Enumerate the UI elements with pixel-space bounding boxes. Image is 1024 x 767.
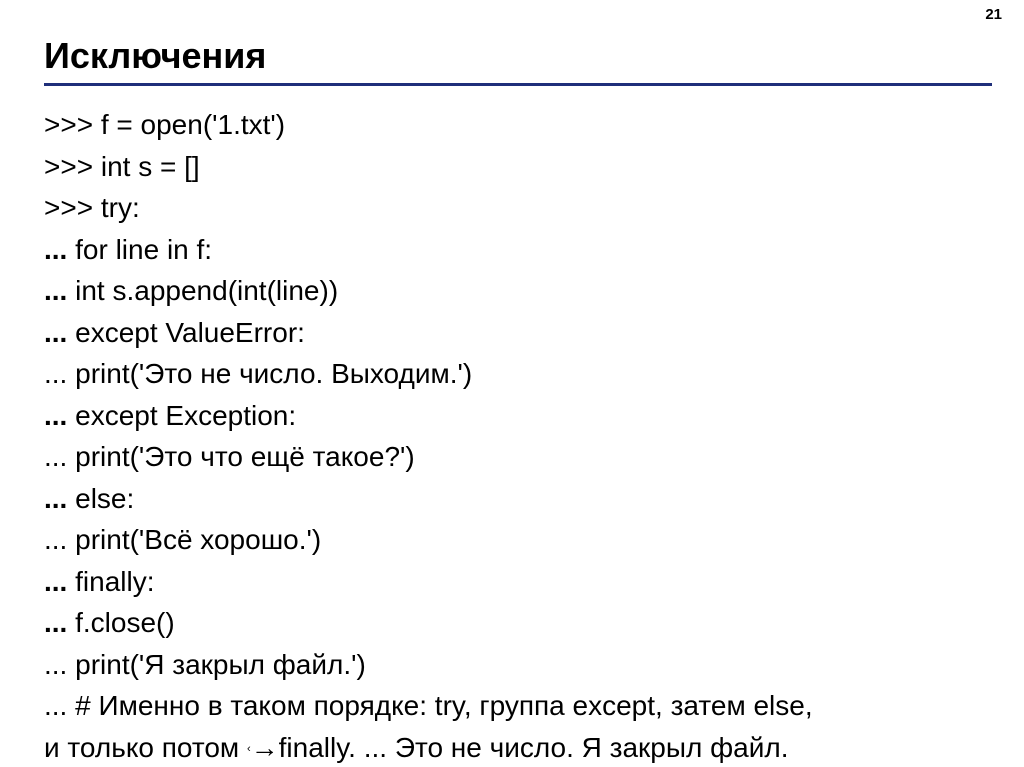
code-prompt: ... [44, 524, 68, 555]
code-text: print('Это не число. Выходим.') [67, 358, 473, 389]
code-prompt: ... [44, 358, 68, 389]
code-line [44, 146, 1004, 188]
code-text: print('Всё хорошо.') [67, 524, 322, 555]
code-line [44, 685, 1004, 727]
code-text: и только потом [44, 731, 247, 763]
code-text: print('Это что ещё такое?') [67, 441, 415, 472]
code-line [44, 229, 1004, 271]
code-text: →finally. ... Это не число. Я закрыл файл. [250, 731, 789, 763]
code-prompt: ... [44, 275, 68, 306]
arrow-glyph: ‹ [246, 742, 251, 755]
code-line [44, 395, 1004, 437]
code-text: for line in f: [67, 233, 213, 265]
title-divider [44, 83, 992, 86]
code-prompt: ... [44, 690, 68, 721]
code-listing [44, 104, 1004, 767]
code-prompt: ... [44, 607, 68, 638]
code-line [44, 519, 1004, 561]
code-line [44, 644, 1004, 686]
code-text: try: [93, 192, 140, 223]
code-text: f.close() [67, 607, 175, 638]
code-prompt: >>> [44, 192, 94, 223]
code-text: finally: [67, 565, 155, 597]
code-line [44, 561, 1004, 603]
code-prompt: ... [44, 233, 68, 265]
code-line-final [44, 727, 1004, 767]
code-line [44, 187, 1004, 229]
code-line [44, 602, 1004, 644]
code-text: except Exception: [67, 399, 297, 431]
code-text: print('Я закрыл файл.') [67, 648, 366, 680]
code-prompt: ... [44, 648, 68, 680]
code-text: except ValueError: [67, 316, 305, 348]
code-text: int s.append(int(line)) [67, 275, 339, 306]
code-prompt: >>> [44, 109, 94, 140]
slide-number: 21 [985, 6, 1002, 23]
code-line [44, 353, 1004, 395]
code-prompt: ... [44, 441, 68, 472]
code-line [44, 478, 1004, 520]
code-line [44, 270, 1004, 312]
code-text: int s = [] [93, 150, 200, 182]
code-prompt: >>> [44, 150, 94, 182]
code-line [44, 312, 1004, 354]
code-text: # Именно в таком порядке: try, группа except, затем else, [67, 690, 813, 721]
code-text: f = open('1.txt') [93, 109, 286, 140]
code-line [44, 104, 1004, 146]
code-prompt: ... [44, 565, 68, 597]
code-line [44, 436, 1004, 478]
code-prompt: ... [44, 482, 68, 514]
slide-title: Исключения [44, 35, 267, 76]
code-prompt: ... [44, 316, 68, 348]
code-prompt: ... [44, 399, 68, 431]
code-text: else: [67, 482, 135, 514]
